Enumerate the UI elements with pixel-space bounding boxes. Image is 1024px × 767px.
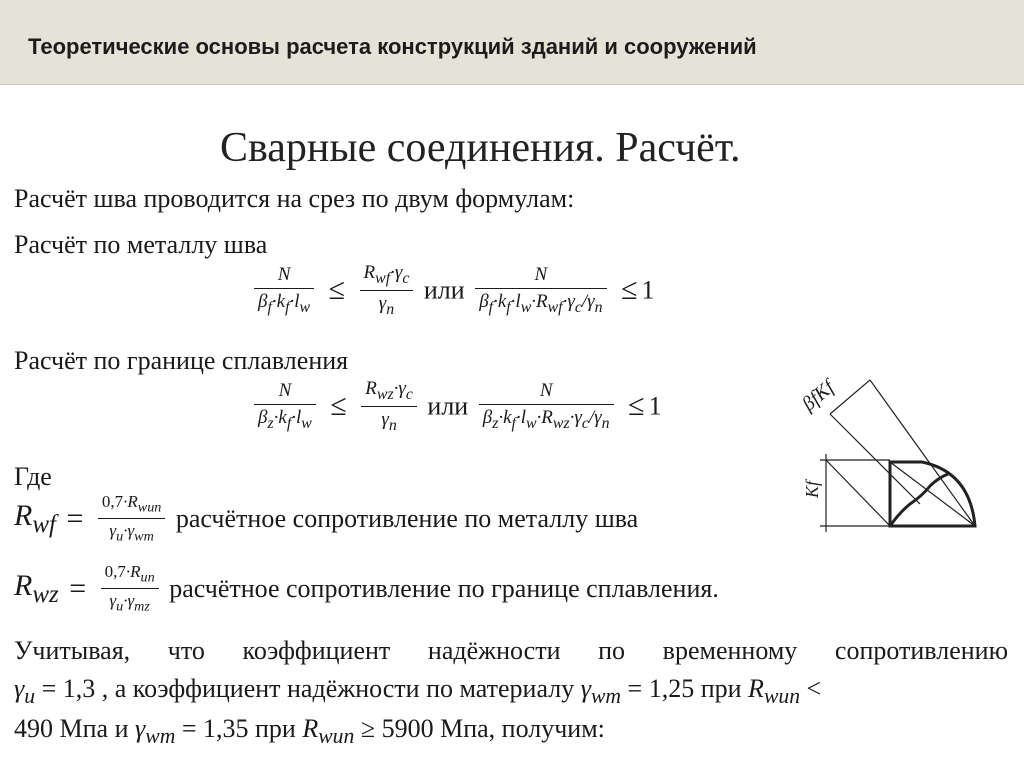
fraction-n-over-full-z: $\frac{N}{\beta_z\cdot k_f\cdot l_w\cdot R_{wz}\cdot\gamma_c/\gamma_n}$ [479,380,614,433]
where-label: Где [14,462,52,491]
formula-metal: $\frac{N}{\beta_f\cdot k_f\cdot l_w}$ ≤ $\frac{R_{wf}\cdot\gamma_c}{\gamma_n}$ или $\frac{N}{\beta_f\cdot k_f\cdot l_w\cdot R_{wf}\cdot\gamma_c/\gamma_n}$ ≤ 1 [250,262,655,319]
fraction-rwz-gamma: $\frac{R_{wz}\cdot\gamma_c}{\gamma_n}$ [361,378,417,435]
diag-line-2 [830,414,920,504]
dim-arrow-b [890,462,975,526]
paragraph-line-2: $\gamma_u = 1,3$ , а коэффициент надёжности по материалу $\gamma_{wm} = 1,25$ при $R_{wun}$ < [14,674,822,709]
dim-arrow-a [830,380,870,414]
formula-boundary: $\frac{N}{\beta_z\cdot k_f\cdot l_w}$ ≤ $\frac{R_{wz}\cdot\gamma_c}{\gamma_n}$ или $\frac{N}{\beta_z\cdot k_f\cdot l_w\cdot R_{wz}\cdot\gamma_c/\gamma_n}$ ≤ 1 [250,378,662,435]
fraction-n-over-bzkl: $\frac{N}{\beta_z\cdot k_f\cdot l_w}$ [254,380,316,433]
diag-line-3 [870,380,975,526]
label-kf: Kf [802,480,822,498]
rwf-definition: $R_{wf}$ = $\frac{0,7\cdot R_{wun}}{\gamma_u\cdot\gamma_{wm}}$ расчётное сопротивление по металлу шва [14,492,639,545]
metal-heading: Расчёт по металлу шва [14,230,268,259]
paragraph-line-1: Учитывая, что коэффициент надёжности по временному сопротивлению [14,636,1008,665]
diag-line-1 [826,460,890,526]
weld-fusion-line [890,474,948,526]
fraction-n-over-bkl: $\frac{N}{\beta_f\cdot k_f\cdot l_w}$ [254,264,314,317]
fraction-rwf-gamma: $\frac{R_{wf}\cdot\gamma_c}{\gamma_n}$ [360,262,414,319]
slide-title: Сварные соединения. Расчёт. [220,125,741,171]
fraction-rwz-def: $\frac{0,7\cdot R_{un}}{\gamma_u\cdot\gamma_{mz}}$ [101,562,159,616]
label-beta-kf: βfKf [797,376,839,416]
paragraph-line-3: 490 Мпа и $\gamma_{wm} = 1,35$ при $R_{wun} \ge 5900$ Мпа, получим: [14,714,605,749]
boundary-heading: Расчёт по границе сплавления [14,346,349,375]
fraction-n-over-full: $\frac{N}{\beta_f\cdot k_f\cdot l_w\cdot R_{wf}\cdot\gamma_c/\gamma_n}$ [475,264,606,317]
fraction-rwf-def: $\frac{0,7\cdot R_{wun}}{\gamma_u\cdot\gamma_{wm}}$ [98,492,166,546]
weld-section-diagram [790,374,990,544]
rwz-definition: $R_{wz}$ = $\frac{0,7\cdot R_{un}}{\gamma_u\cdot\gamma_{mz}}$ расчётное сопротивление по границе сплавления. [14,562,719,615]
header-title: Теоретические основы расчета конструкций зданий и сооружений [28,34,757,59]
intro-text: Расчёт шва проводится на срез по двум формулам: [14,184,575,213]
header-bar [0,0,1024,85]
slide-content [0,84,1024,767]
